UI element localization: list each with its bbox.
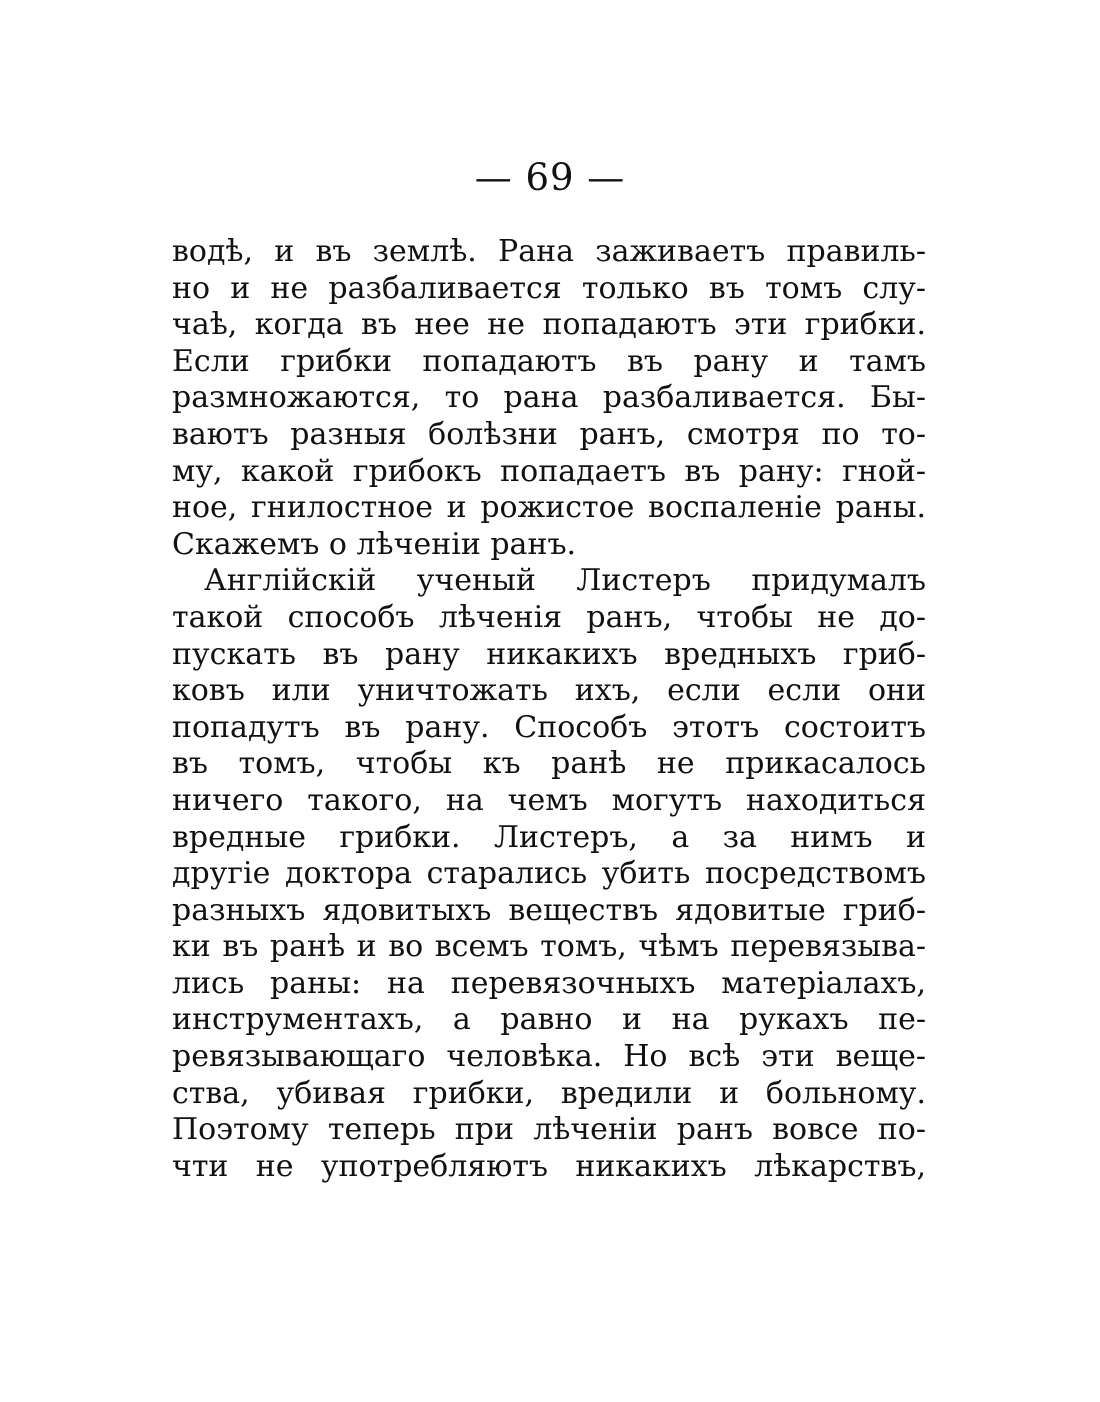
- text-line: размножаются, то рана разбаливается. Бы-: [172, 380, 926, 416]
- text-line: Если грибки попадаютъ въ рану и тамъ: [172, 343, 926, 379]
- text-line: разныхъ ядовитыхъ веществъ ядовитые гриб-: [172, 892, 926, 928]
- text-line: чти не употребляютъ никакихъ лѣкарствъ,: [172, 1148, 926, 1184]
- text-line: ничего такого, на чемъ могутъ находиться: [172, 782, 926, 818]
- body-text: [172, 234, 926, 1185]
- text-line: чаѣ, когда въ нее не попадаютъ эти грибки.: [172, 307, 926, 343]
- page-number: — 69 —: [474, 156, 626, 199]
- text-line: ковъ или уничтожать ихъ, если если они: [172, 673, 926, 709]
- text-line: ревязывающаго человѣка. Но всѣ эти веще-: [172, 1039, 926, 1075]
- text-line: попадутъ въ рану. Способъ этотъ состоитъ: [172, 709, 926, 745]
- text-line: въ томъ, чтобы къ ранѣ не прикасалось: [172, 746, 926, 782]
- paragraph-end-line: Скажемъ о лѣченіи ранъ.: [172, 526, 577, 562]
- text-line: другіе доктора старались убить посредствомъ: [172, 856, 926, 892]
- text-line: Поэтому теперь при лѣченіи ранъ вовсе по-: [172, 1112, 926, 1148]
- text-line: ное, гнилостное и рожистое воспаленіе раны.: [172, 490, 926, 526]
- text-line: но и не разбаливается только въ томъ слу-: [172, 270, 926, 306]
- text-line: вредные грибки. Листеръ, а за нимъ и: [172, 819, 926, 855]
- text-line: лись раны: на перевязочныхъ матеріалахъ,: [172, 965, 926, 1001]
- text-line: ства, убивая грибки, вредили и больному.: [172, 1075, 926, 1111]
- text-line: инструментахъ, а равно и на рукахъ пе-: [172, 1002, 926, 1038]
- text-line: ки въ ранѣ и во всемъ томъ, чѣмъ перевязыва-: [172, 929, 926, 965]
- text-line: ваютъ разныя болѣзни ранъ, смотря по то-: [172, 416, 926, 452]
- paragraph-start-line: Англійскій ученый Листеръ придумалъ: [204, 563, 926, 599]
- text-line: пускать въ рану никакихъ вредныхъ гриб-: [172, 636, 926, 672]
- text-line: му, какой грибокъ попадаетъ въ рану: гной-: [172, 453, 926, 489]
- text-line: водѣ, и въ землѣ. Рана заживаетъ правиль-: [172, 234, 926, 269]
- text-line: такой способъ лѣченія ранъ, чтобы не до-: [172, 599, 926, 635]
